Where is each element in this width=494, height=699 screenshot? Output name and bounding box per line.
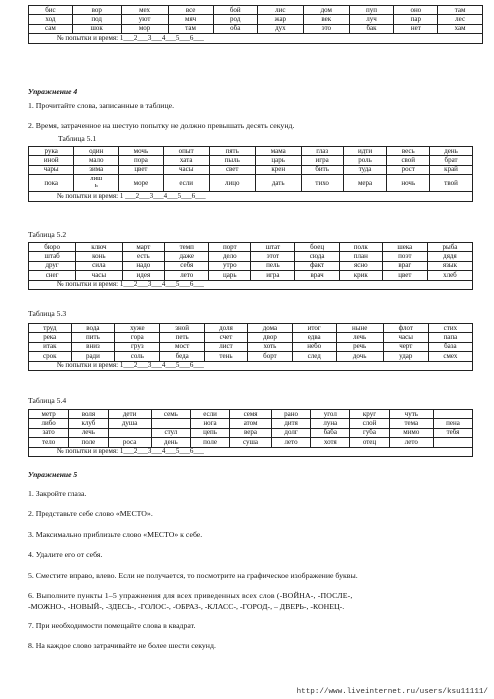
table-cell: нет [394, 24, 438, 33]
table-cell: друг [29, 261, 76, 270]
table-cell: под [72, 15, 121, 24]
table-cell: итак [29, 342, 72, 351]
table-cell: царь [255, 156, 301, 165]
table-cell: лето [165, 271, 209, 280]
table-cell: глаз [301, 147, 343, 156]
table-row [29, 419, 473, 428]
table-cell: хотя [311, 438, 350, 447]
table-cell: снег [29, 271, 76, 280]
table-cell: беда [160, 352, 205, 361]
table-cell-empty [434, 410, 473, 419]
table-cell: груз [115, 342, 160, 351]
table-cell: хам [438, 24, 483, 33]
table-row [29, 324, 473, 333]
exercise-5-step-2: 2. Представьте себе слово «МЕСТО». [28, 509, 153, 518]
table-row [29, 352, 473, 361]
table-5-4-caption: Таблица 5.4 [28, 396, 67, 405]
table-cell: себя [165, 261, 209, 270]
attempt-row [29, 361, 473, 370]
table-cell: это [303, 24, 349, 33]
table-cell: цепь [191, 428, 230, 437]
table-cell: факт [295, 261, 339, 270]
table-cell: туда [343, 165, 387, 174]
table-cell: рано [271, 410, 310, 419]
table-cell: там [438, 6, 483, 15]
table-cell: бой [213, 6, 257, 15]
table-cell: штаб [29, 252, 76, 261]
table-cell: дома [247, 324, 292, 333]
table-cell: порт [209, 243, 251, 252]
table-cell: день [151, 438, 190, 447]
table-cell: отец [350, 438, 389, 447]
table-cell: тихо [301, 175, 343, 192]
table-cell: чуть [389, 410, 433, 419]
table-cell: воля [69, 410, 108, 419]
exercise-4-step-1: 1. Прочитайте слова, записанные в таблице. [28, 101, 175, 110]
table-cell: лечь [69, 428, 108, 437]
table-cell: дети [108, 410, 151, 419]
exercise-5-title: Упражнение 5 [28, 470, 78, 479]
table-cell: один [74, 147, 119, 156]
exercise-5-step-3: 3. Максимально приблизьте слово «МЕСТО» к себе. [28, 530, 203, 539]
table-cell: зато [29, 428, 69, 437]
table-cell: хлеб [427, 271, 472, 280]
table-cell: часы [163, 165, 209, 174]
table-cell: душа [108, 419, 151, 428]
table-cell: там [168, 24, 213, 33]
table-cell [108, 428, 151, 437]
table-cell: мор [121, 24, 168, 33]
table-cell: мочь [119, 147, 164, 156]
table-cell: лис [257, 6, 303, 15]
table-cell: соль [115, 352, 160, 361]
table-cell: тело [29, 438, 69, 447]
table-cell: язык [427, 261, 472, 270]
exercise-5-step-4: 4. Удалите его от себя. [28, 550, 103, 559]
table-cell: шека [382, 243, 427, 252]
table-cell: твой [430, 175, 473, 192]
table-cell: дом [303, 6, 349, 15]
table-cell: баба [311, 428, 350, 437]
table-cell: дело [209, 252, 251, 261]
exercise-4-title: Упражнение 4 [28, 87, 78, 96]
table-cell: мост [160, 342, 205, 351]
table-cell: вор [72, 6, 121, 15]
table-row [29, 438, 473, 447]
table-cell: ночь [387, 175, 430, 192]
table-cell: край [430, 165, 473, 174]
table-row [29, 252, 473, 261]
table-cell: труд [29, 324, 72, 333]
table-cell: игра [251, 271, 295, 280]
exercise-5-step-6-line-1: 6. Выполните пункты 1–5 упражнения для всех приведенных всех слов (-ВОЙНА-, -ПОСЛЕ-, [28, 591, 353, 600]
table-cell: день [430, 147, 473, 156]
table-cell: врач [295, 271, 339, 280]
table-cell: двор [247, 333, 292, 342]
table-row [29, 6, 483, 15]
attempt-time-line: № попытки и время: 1 ___2___3___4___5___6___ [29, 192, 473, 201]
table-cell: весь [387, 147, 430, 156]
table-row [29, 147, 473, 156]
table-cell: мех [121, 6, 168, 15]
table-cell: часы [383, 333, 428, 342]
exercise-5-step-1: 1. Закройте глаза. [28, 489, 87, 498]
table-cell: сила [76, 261, 122, 270]
attempt-time-line: № попытки и время: 1___2___3___4___5___6___ [29, 280, 473, 289]
table-cell: пар [394, 15, 438, 24]
table-cell: хата [163, 156, 209, 165]
table-row [29, 410, 473, 419]
table-row [29, 428, 473, 437]
table-cell: брат [430, 156, 473, 165]
table-cell: мимо [389, 428, 433, 437]
table-cell: полк [339, 243, 382, 252]
table-row [29, 156, 473, 165]
table-cell: луч [349, 15, 394, 24]
table-cell: штат [251, 243, 295, 252]
table-cell: пена [434, 419, 473, 428]
table-cell: оно [394, 6, 438, 15]
table-cell: пыль [209, 156, 255, 165]
table-cell: лето [271, 438, 310, 447]
table-cell: идея [122, 271, 165, 280]
table-cell: мама [255, 147, 301, 156]
table-cell: роль [343, 156, 387, 165]
word-table-5-3 [28, 323, 473, 371]
table-cell: зной [160, 324, 205, 333]
attempt-row [29, 192, 473, 201]
attempt-time-line: № попытки и время: 1___2___3___4___5___6___ [29, 34, 483, 43]
table-cell-empty [434, 438, 473, 447]
table-cell: пель [251, 261, 295, 270]
table-cell: борт [247, 352, 292, 361]
table-cell: дядя [427, 252, 472, 261]
table-cell: этот [251, 252, 295, 261]
table-cell: стул [151, 428, 190, 437]
word-table-5-4 [28, 409, 473, 457]
table-cell: пуп [349, 6, 394, 15]
exercise-5-step-8: 8. На каждое слово затрачивайте не более шести секунд. [28, 641, 216, 650]
attempt-row [29, 34, 483, 43]
table-cell: луна [311, 419, 350, 428]
table-cell: вера [230, 428, 272, 437]
table-cell: итог [292, 324, 336, 333]
source-url: http://www.liveinternet.ru/users/ksu11111/ [296, 688, 488, 696]
table-cell: опыт [163, 147, 209, 156]
table-row [29, 243, 473, 252]
table-cell: идти [343, 147, 387, 156]
table-cell: все [168, 6, 213, 15]
table-cell: рост [387, 165, 430, 174]
table-cell: дитя [271, 419, 310, 428]
table-cell: папа [428, 333, 472, 342]
table-cell: свет [209, 165, 255, 174]
table-cell: рыба [427, 243, 472, 252]
table-row [29, 271, 473, 280]
table-5-2-caption: Таблица 5.2 [28, 230, 67, 239]
table-cell: небо [292, 342, 336, 351]
table-cell: удар [383, 352, 428, 361]
table-cell: смех [428, 352, 472, 361]
table-cell: лиш ь [74, 175, 119, 192]
table-cell: уют [121, 15, 168, 24]
word-table-5-1 [28, 146, 473, 202]
attempt-row [29, 280, 473, 289]
table-cell: ясно [339, 261, 382, 270]
table-cell: иной [29, 156, 74, 165]
table-cell: лицо [209, 175, 255, 192]
table-cell: семь [151, 410, 190, 419]
table-cell: надо [122, 261, 165, 270]
table-5-3-caption: Таблица 5.3 [28, 309, 67, 318]
table-cell: долг [271, 428, 310, 437]
table-cell: темп [165, 243, 209, 252]
table-cell: крен [255, 165, 301, 174]
table-row [29, 175, 473, 192]
table-cell: суша [230, 438, 272, 447]
table-cell: царь [209, 271, 251, 280]
table-cell: бить [301, 165, 343, 174]
table-cell: лето [389, 438, 433, 447]
table-row [29, 342, 473, 351]
exercise-5-step-5: 5. Сместите вправо, влево. Если не получается, то посмотрите на графическое изображение буквы. [28, 571, 358, 580]
table-cell [151, 419, 190, 428]
exercise-5-step-6-line-2: -МОЖНО-, -НОВЫЙ-, -ЗДЕСЬ-, -ГОЛОС-, -ОБРАЗ-, -КЛАСС-, -ГОРОД-, – ДВЕРЬ-, -КОНЕЦ-. [28, 602, 345, 611]
table-cell: едва [292, 333, 336, 342]
table-cell: речь [336, 342, 383, 351]
table-cell: петь [160, 333, 205, 342]
table-cell: лес [438, 15, 483, 24]
table-row [29, 333, 473, 342]
table-cell: если [191, 410, 230, 419]
table-cell: оба [213, 24, 257, 33]
exercise-5-step-7: 7. При необходимости помещайте слова в квадрат. [28, 621, 196, 630]
table-cell: метр [29, 410, 69, 419]
table-cell: лечь [336, 333, 383, 342]
table-cell: март [122, 243, 165, 252]
table-cell: род [213, 15, 257, 24]
word-table-top [28, 5, 483, 44]
table-row [29, 24, 483, 33]
table-cell: слой [350, 419, 389, 428]
table-cell: ключ [76, 243, 122, 252]
table-cell: сам [29, 24, 73, 33]
table-cell: свой [387, 156, 430, 165]
table-cell: гора [115, 333, 160, 342]
table-row [29, 15, 483, 24]
table-cell: бак [349, 24, 394, 33]
table-cell: цвет [119, 165, 164, 174]
table-cell: рука [29, 147, 74, 156]
table-cell: бюро [29, 243, 76, 252]
table-cell: бис [29, 6, 73, 15]
table-5-1-caption: Таблица 5.1 [58, 134, 97, 143]
table-cell: лист [204, 342, 247, 351]
table-cell: ради [71, 352, 115, 361]
table-cell: век [303, 15, 349, 24]
table-cell: пока [29, 175, 74, 192]
table-cell: если [163, 175, 209, 192]
table-cell: тень [204, 352, 247, 361]
table-cell: семя [230, 410, 272, 419]
exercise-4-step-2: 2. Время, затраченное на шестую попытку не должно превышать десять секунд. [28, 121, 295, 130]
table-cell: сюда [295, 252, 339, 261]
table-cell: хоть [247, 342, 292, 351]
table-cell: дух [257, 24, 303, 33]
table-cell: вниз [71, 342, 115, 351]
table-cell: цвет [382, 271, 427, 280]
table-cell: доля [204, 324, 247, 333]
table-cell: счет [204, 333, 247, 342]
table-cell: угол [311, 410, 350, 419]
table-cell: дочь [336, 352, 383, 361]
table-cell: роса [108, 438, 151, 447]
attempt-time-line: № попытки и время: 1___2___3___4___5___6___ [29, 447, 473, 456]
table-row [29, 261, 473, 270]
table-cell: пора [119, 156, 164, 165]
table-cell: конь [76, 252, 122, 261]
table-cell: чары [29, 165, 74, 174]
table-cell: вода [71, 324, 115, 333]
attempt-time-line: № попытки и время: 1___2___3___4___5___6___ [29, 361, 473, 370]
table-cell: либо [29, 419, 69, 428]
table-cell: даже [165, 252, 209, 261]
table-cell: ныне [336, 324, 383, 333]
table-cell: мало [74, 156, 119, 165]
table-cell: след [292, 352, 336, 361]
table-cell: черт [383, 342, 428, 351]
table-cell: поле [69, 438, 108, 447]
attempt-row [29, 447, 473, 456]
table-cell: крик [339, 271, 382, 280]
table-cell: флот [383, 324, 428, 333]
table-cell: ход [29, 15, 73, 24]
table-cell: игра [301, 156, 343, 165]
table-cell: враг [382, 261, 427, 270]
table-cell: мера [343, 175, 387, 192]
table-cell: есть [122, 252, 165, 261]
table-cell: атом [230, 419, 272, 428]
table-cell: шок [72, 24, 121, 33]
table-cell: дать [255, 175, 301, 192]
table-cell: хуже [115, 324, 160, 333]
table-cell: стих [428, 324, 472, 333]
table-cell: зима [74, 165, 119, 174]
table-cell: база [428, 342, 472, 351]
table-cell: часы [76, 271, 122, 280]
table-cell: губа [350, 428, 389, 437]
word-table-5-2 [28, 242, 473, 290]
table-cell: клуб [69, 419, 108, 428]
table-cell: море [119, 175, 164, 192]
table-cell: пять [209, 147, 255, 156]
table-cell: утро [209, 261, 251, 270]
table-cell: жар [257, 15, 303, 24]
table-cell: нога [191, 419, 230, 428]
table-cell: круг [350, 410, 389, 419]
table-row [29, 165, 473, 174]
table-cell: пить [71, 333, 115, 342]
table-cell: река [29, 333, 72, 342]
table-cell: тебя [434, 428, 473, 437]
table-cell: план [339, 252, 382, 261]
table-cell: поэт [382, 252, 427, 261]
table-cell: боец [295, 243, 339, 252]
table-cell: поле [191, 438, 230, 447]
table-cell: срок [29, 352, 72, 361]
table-cell: мяч [168, 15, 213, 24]
table-cell: тема [389, 419, 433, 428]
